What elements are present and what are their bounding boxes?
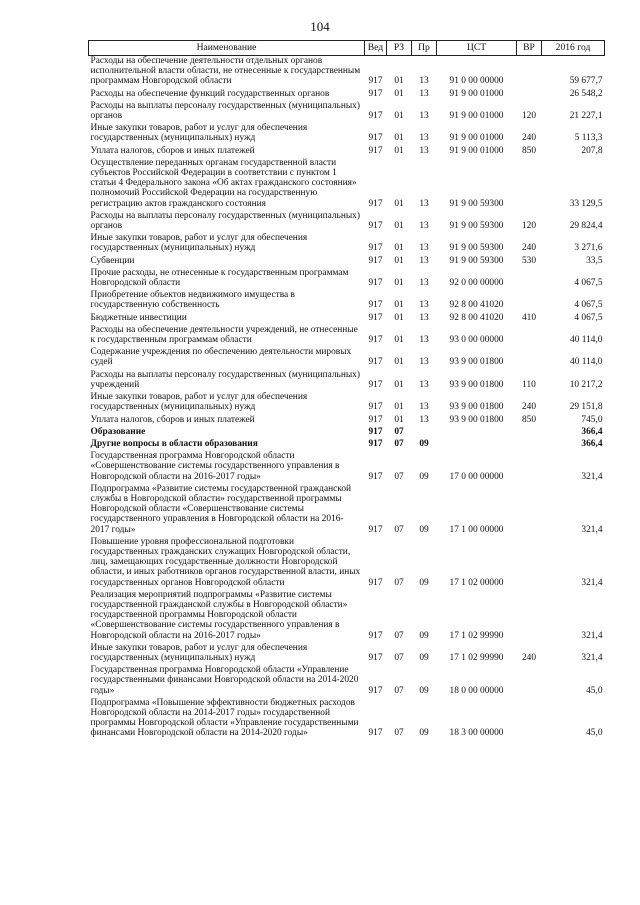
row-pr: 13	[419, 76, 429, 87]
row-name: Бюджетные инвестиции	[90, 312, 187, 323]
row-rz: 07	[394, 438, 404, 449]
row-cst	[437, 427, 517, 439]
row-pr: 13	[419, 357, 429, 368]
row-pr: 09	[419, 471, 429, 482]
row-sum: 321,4	[581, 471, 603, 482]
row-cst: 92 8 00 41020	[449, 300, 504, 311]
row-sum: 59 677,7	[569, 76, 603, 87]
row-sum: 21 227,1	[569, 111, 603, 122]
header-cst: ЦСТ	[437, 41, 517, 56]
row-rz: 01	[394, 76, 404, 87]
row-pr: 09	[419, 685, 429, 696]
table-row	[89, 643, 605, 665]
row-rz: 07	[394, 426, 404, 437]
row-cst: 17 1 02 00000	[449, 577, 504, 588]
row-vr: 850	[521, 145, 537, 156]
table-row	[89, 590, 605, 643]
table-row	[89, 211, 605, 233]
row-rz: 01	[394, 145, 404, 156]
row-rz: 07	[394, 685, 404, 696]
row-ved: 917	[368, 278, 383, 289]
row-name: Расходы на обеспечение деятельности отдельных органов исполнительной власти области, не отнесенные к государственным программам Новгородской области	[90, 56, 361, 87]
row-name: Реализация мероприятий подпрограммы «Развитие системы государственной гражданской службы в Новгородской области» государственной программы Новгородской области «Совершенствование системы государственного управления в Новгородской области на 2016-2017 годы»	[90, 589, 348, 641]
row-ved: 917	[368, 198, 383, 209]
row-name: Иные закупки товаров, работ и услуг для обеспечения государственных (муниципальных) нужд	[90, 642, 308, 663]
row-name: Содержание учреждения по обеспечению деятельности мировых судей	[90, 347, 352, 368]
row-sum: 40 114,0	[570, 335, 603, 346]
table-row	[89, 256, 605, 268]
row-name: Уплата налогов, сборов и иных платежей	[90, 145, 255, 156]
row-cst: 93 9 00 01800	[449, 414, 504, 425]
row-rz: 07	[394, 471, 404, 482]
row-rz: 01	[394, 357, 404, 368]
row-cst: 91 9 00 59300	[449, 243, 504, 254]
row-vr: 110	[522, 379, 536, 390]
row-vr	[517, 427, 542, 439]
row-sum: 207,8	[581, 145, 603, 156]
row-ved: 917	[368, 685, 383, 696]
row-name: Расходы на выплаты персоналу государственных (муниципальных) органов	[90, 100, 360, 122]
table-row	[89, 347, 605, 369]
row-cst: 17 1 02 99990	[449, 652, 504, 663]
row-sum: 321,4	[581, 524, 603, 535]
row-ved: 917	[368, 728, 383, 739]
header-ved: Вед	[365, 41, 387, 56]
row-name: Приобретение объектов недвижимого имущества в государственную собственность	[90, 290, 295, 311]
row-sum: 4 067,5	[574, 300, 603, 311]
row-name: Иные закупки товаров, работ и услуг для обеспечения государственных (муниципальных) нужд	[90, 392, 308, 413]
row-pr: 13	[419, 198, 429, 209]
row-pr: 13	[419, 221, 429, 232]
table-row	[89, 484, 605, 537]
row-sum: 4 067,5	[574, 312, 603, 323]
row-pr: 09	[419, 630, 429, 641]
table-row	[89, 427, 605, 439]
row-ved: 917	[368, 357, 383, 368]
row-name: Расходы на выплаты персоналу государственных (муниципальных) учреждений	[90, 369, 360, 390]
row-ved: 917	[368, 402, 383, 413]
row-pr: 13	[419, 111, 429, 122]
row-sum: 5 113,3	[574, 133, 603, 144]
row-vr: 240	[521, 652, 537, 663]
row-pr: 13	[419, 300, 429, 311]
row-name: Образование	[90, 426, 146, 437]
row-vr	[517, 347, 542, 369]
row-vr: 530	[521, 255, 537, 266]
table-row	[89, 537, 605, 590]
row-vr	[517, 268, 542, 290]
row-ved: 917	[368, 111, 383, 122]
row-sum: 33 129,5	[569, 198, 603, 209]
row-rz: 01	[394, 198, 404, 209]
row-cst: 91 9 00 59300	[449, 198, 504, 209]
table-body	[89, 56, 605, 741]
row-cst: 93 9 00 01800	[449, 357, 504, 368]
row-pr: 09	[419, 524, 429, 535]
row-cst: 18 3 00 00000	[449, 728, 504, 739]
row-name: Уплата налогов, сборов и иных платежей	[90, 414, 255, 425]
row-name: Иные закупки товаров, работ и услуг для обеспечения государственных (муниципальных) нужд	[90, 233, 308, 254]
table-row	[89, 415, 605, 427]
header-pr: Пр	[412, 41, 437, 56]
row-rz: 01	[394, 278, 404, 289]
row-sum: 10 217,2	[569, 379, 603, 390]
row-ved: 917	[368, 221, 383, 232]
row-rz: 01	[394, 88, 404, 99]
row-rz: 01	[394, 111, 404, 122]
row-pr: 13	[419, 312, 429, 323]
row-ved: 917	[368, 255, 383, 266]
row-cst: 92 8 00 41020	[449, 312, 504, 323]
row-name: Прочие расходы, не отнесенные к государственным программам Новгородской области	[90, 267, 349, 289]
row-name: Повышение уровня профессиональной подготовки государственных гражданских служащих Новгородской области, лиц, замещающих государственные должности Новгородской области, и иных работников органов государственной власти, иных государственных органов Новгородской области	[90, 536, 361, 588]
row-cst: 18 0 00 00000	[449, 685, 504, 696]
table-row	[89, 123, 605, 145]
row-ved: 917	[368, 145, 383, 156]
row-cst: 91 9 00 01000	[449, 88, 504, 99]
row-sum: 26 548,2	[569, 88, 603, 99]
row-rz: 07	[394, 652, 404, 663]
row-ved: 917	[368, 652, 383, 663]
row-vr: 240	[521, 133, 537, 144]
row-sum: 29 151,8	[569, 402, 603, 413]
row-vr	[517, 325, 542, 347]
row-rz: 01	[394, 133, 404, 144]
table-row	[89, 89, 605, 101]
row-sum: 3 271,6	[574, 243, 603, 254]
row-ved: 917	[368, 471, 383, 482]
row-pr: 13	[419, 145, 429, 156]
row-cst: 91 9 00 59300	[449, 221, 504, 232]
row-vr: 410	[521, 312, 537, 323]
row-pr: 13	[419, 335, 429, 346]
row-cst: 91 9 00 59300	[449, 255, 504, 266]
row-sum: 45,0	[586, 728, 603, 739]
row-vr	[517, 484, 542, 537]
row-vr	[517, 158, 542, 211]
row-name: Подпрограмма «Повышение эффективности бюджетных расходов Новгородской области на 2014-2017 годы» государственной программы Новгородской области «Управление государственными финансами Новгородской области на 2014-2020 годы»	[90, 697, 359, 739]
row-name: Субвенции	[90, 255, 135, 266]
row-ved: 917	[368, 438, 383, 449]
row-sum: 366,4	[581, 426, 603, 437]
row-rz: 01	[394, 255, 404, 266]
row-vr	[517, 290, 542, 312]
header-year: 2016 год	[542, 41, 605, 56]
row-rz: 01	[394, 414, 404, 425]
row-name: Подпрограмма «Развитие системы государственной гражданской службы в Новгородской области» государственной программы Новгородской области «Совершенствование системы государственного управления в Новгородской области на 2016-2017 годы»	[90, 483, 352, 535]
row-ved: 917	[368, 426, 383, 437]
row-cst: 91 9 00 01000	[449, 133, 504, 144]
header-vr: ВР	[517, 41, 542, 56]
row-ved: 917	[368, 312, 383, 323]
table-row	[89, 451, 605, 484]
row-rz: 01	[394, 335, 404, 346]
table-row	[89, 233, 605, 255]
row-rz: 07	[394, 577, 404, 588]
row-vr	[517, 439, 542, 451]
row-pr: 13	[419, 402, 429, 413]
row-pr: 13	[419, 133, 429, 144]
table-row	[89, 370, 605, 392]
row-ved: 917	[368, 243, 383, 254]
row-name: Расходы на выплаты персоналу государственных (муниципальных) органов	[90, 210, 360, 232]
row-vr	[517, 590, 542, 643]
row-cst: 92 0 00 00000	[449, 278, 504, 289]
row-cst: 91 9 00 01000	[449, 145, 504, 156]
table-row	[89, 101, 605, 123]
table-row	[89, 439, 605, 451]
row-rz: 07	[394, 630, 404, 641]
table-row	[89, 325, 605, 347]
header-rz: РЗ	[387, 41, 412, 56]
row-sum: 366,4	[581, 438, 603, 449]
row-name: Расходы на обеспечение функций государственных органов	[90, 88, 330, 99]
table-row	[89, 56, 605, 89]
row-rz: 01	[394, 379, 404, 390]
row-vr: 240	[521, 402, 537, 413]
row-name: Другие вопросы в области образования	[90, 438, 258, 449]
table-row	[89, 698, 605, 741]
row-cst: 17 0 00 00000	[449, 471, 504, 482]
row-vr: 120	[521, 221, 537, 232]
row-pr: 13	[419, 255, 429, 266]
row-name: Иные закупки товаров, работ и услуг для обеспечения государственных (муниципальных) нужд	[90, 123, 308, 144]
row-vr	[517, 451, 542, 484]
row-pr: 09	[419, 652, 429, 663]
row-pr: 13	[419, 278, 429, 289]
row-ved: 917	[368, 133, 383, 144]
row-name: Осуществление переданных органам государственной власти субъектов Российской Федерации в соответствии с пунктом 1 статьи 4 Федерального закона «Об актах гражданского состояния» полномочий Российской Федерации на государственную регистрацию актов гражданского состояния	[90, 157, 357, 209]
row-vr	[517, 665, 542, 698]
row-cst: 17 1 00 00000	[449, 524, 504, 535]
budget-table	[88, 40, 605, 741]
row-ved: 917	[368, 524, 383, 535]
row-sum: 40 114,0	[570, 357, 603, 368]
row-sum: 321,4	[581, 577, 603, 588]
row-name: Государственная программа Новгородской области «Управление государственными финансами Новгородской области на 2014-2020 годы»	[90, 665, 359, 696]
table-row	[89, 313, 605, 325]
row-sum: 45,0	[586, 685, 603, 696]
row-vr: 850	[521, 414, 537, 425]
row-name: Расходы на обеспечение деятельности учреждений, не отнесенные к государственным программам области	[90, 324, 358, 346]
row-rz: 01	[394, 300, 404, 311]
row-cst: 93 9 00 01800	[449, 402, 504, 413]
row-pr: 13	[419, 379, 429, 390]
table-row	[89, 158, 605, 211]
row-cst: 93 0 00 00000	[449, 335, 504, 346]
table-row	[89, 665, 605, 698]
row-rz: 07	[394, 524, 404, 535]
row-pr: 13	[419, 88, 429, 99]
row-ved: 917	[368, 300, 383, 311]
row-sum: 4 067,5	[574, 278, 603, 289]
table-row	[89, 146, 605, 158]
row-vr	[517, 56, 542, 89]
row-vr: 240	[521, 243, 537, 254]
row-cst: 17 1 02 99990	[449, 630, 504, 641]
row-ved: 917	[368, 88, 383, 99]
row-sum: 321,4	[581, 630, 603, 641]
row-cst: 91 9 00 01000	[449, 111, 504, 122]
row-rz: 01	[394, 312, 404, 323]
row-ved: 917	[368, 577, 383, 588]
table-header	[89, 41, 605, 56]
row-pr: 09	[419, 438, 429, 449]
row-pr: 13	[419, 414, 429, 425]
row-cst: 91 0 00 00000	[449, 76, 504, 87]
row-rz: 01	[394, 221, 404, 232]
row-vr	[517, 698, 542, 741]
row-rz: 07	[394, 728, 404, 739]
row-vr: 120	[521, 111, 537, 122]
row-cst: 93 9 00 01800	[449, 379, 504, 390]
row-rz: 01	[394, 402, 404, 413]
table-row	[89, 290, 605, 312]
header-name: Наименование	[89, 41, 365, 56]
row-sum: 29 824,4	[569, 221, 603, 232]
table-row	[89, 392, 605, 414]
row-rz: 01	[394, 243, 404, 254]
row-pr: 09	[419, 577, 429, 588]
row-ved: 917	[368, 414, 383, 425]
row-ved: 917	[368, 335, 383, 346]
row-sum: 33,5	[586, 255, 603, 266]
row-ved: 917	[368, 76, 383, 87]
row-sum: 745,0	[581, 414, 603, 425]
row-pr	[412, 427, 437, 439]
row-vr	[517, 89, 542, 101]
table-row	[89, 268, 605, 290]
row-vr	[517, 537, 542, 590]
row-pr: 09	[419, 728, 429, 739]
row-sum: 321,4	[581, 652, 603, 663]
row-cst	[437, 439, 517, 451]
row-ved: 917	[368, 630, 383, 641]
row-name: Государственная программа Новгородской области «Совершенствование системы государственного управления в Новгородской области на 2016-2017 годы»	[90, 451, 340, 482]
page-number: 104	[310, 19, 330, 34]
row-pr: 13	[419, 243, 429, 254]
row-ved: 917	[368, 379, 383, 390]
